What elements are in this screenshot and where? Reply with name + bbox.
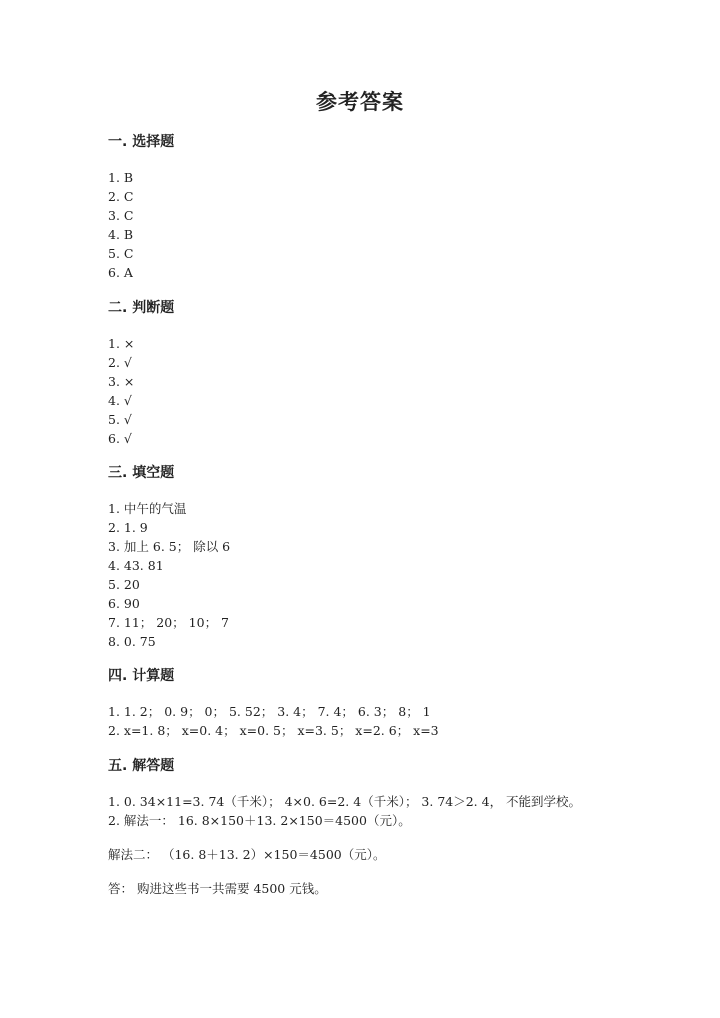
section-heading: 一. 选择题 (108, 134, 175, 150)
list-item: 6. 90 (108, 596, 140, 611)
list-item: 5. 20 (108, 577, 140, 592)
list-item: 6. √ (108, 431, 132, 446)
section-true-false (108, 298, 174, 448)
list-item: 4. 43. 81 (108, 558, 164, 573)
list-item: 1. × (108, 336, 135, 351)
list-item: 3. 加上 6. 5； 除以 6 (108, 539, 231, 554)
list-item: 2. x=1. 8； x=0. 4； x=0. 5； x=3. 5； x=2. 6； x=3 (108, 723, 439, 738)
answer-list (108, 702, 439, 740)
list-item: 2. 解法一： 16. 8×150＋13. 2×150＝4500（元）。 (108, 813, 411, 828)
list-item: 6. A (108, 265, 133, 280)
section-word-problems (108, 756, 581, 898)
section-fill-blank (108, 463, 230, 651)
list-item: 2. C (108, 189, 134, 204)
section-calculation (108, 666, 439, 740)
section-heading: 五. 解答题 (108, 758, 175, 774)
list-item: 4. B (108, 227, 134, 242)
answer-list (108, 334, 174, 448)
list-item: 1. 中午的气温 (108, 501, 187, 516)
list-item: 1. 0. 34×11=3. 74（千米）； 4×0. 6=2. 4（千米）； 3. 74＞2. 4， 不能到学校。 (108, 794, 582, 809)
list-item: 2. 1. 9 (108, 520, 148, 535)
list-item: 1. 1. 2； 0. 9； 0； 5. 52； 3. 4； 7. 4； 6. 3； 8； 1 (108, 704, 431, 719)
list-item: 1. B (108, 170, 134, 185)
section-heading: 三. 填空题 (108, 465, 175, 481)
list-item: 3. C (108, 208, 134, 223)
section-multiple-choice (108, 132, 174, 282)
page-title: 参考答案 (316, 90, 404, 114)
list-item: 2. √ (108, 355, 132, 370)
section-heading: 二. 判断题 (108, 300, 175, 316)
list-item: 7. 11； 20； 10； 7 (108, 615, 229, 630)
list-item: 8. 0. 75 (108, 634, 156, 649)
list-item: 4. √ (108, 393, 132, 408)
solution-method-two: 解法二： （16. 8＋13. 2）×150＝4500（元）。 (108, 847, 386, 862)
answer-list (108, 499, 230, 651)
final-answer: 答： 购进这些书一共需要 4500 元钱。 (108, 881, 327, 896)
list-item: 5. √ (108, 412, 132, 427)
section-heading: 四. 计算题 (108, 668, 175, 684)
answer-list (108, 168, 174, 282)
list-item: 5. C (108, 246, 134, 261)
list-item: 3. × (108, 374, 135, 389)
answer-list (108, 792, 581, 830)
